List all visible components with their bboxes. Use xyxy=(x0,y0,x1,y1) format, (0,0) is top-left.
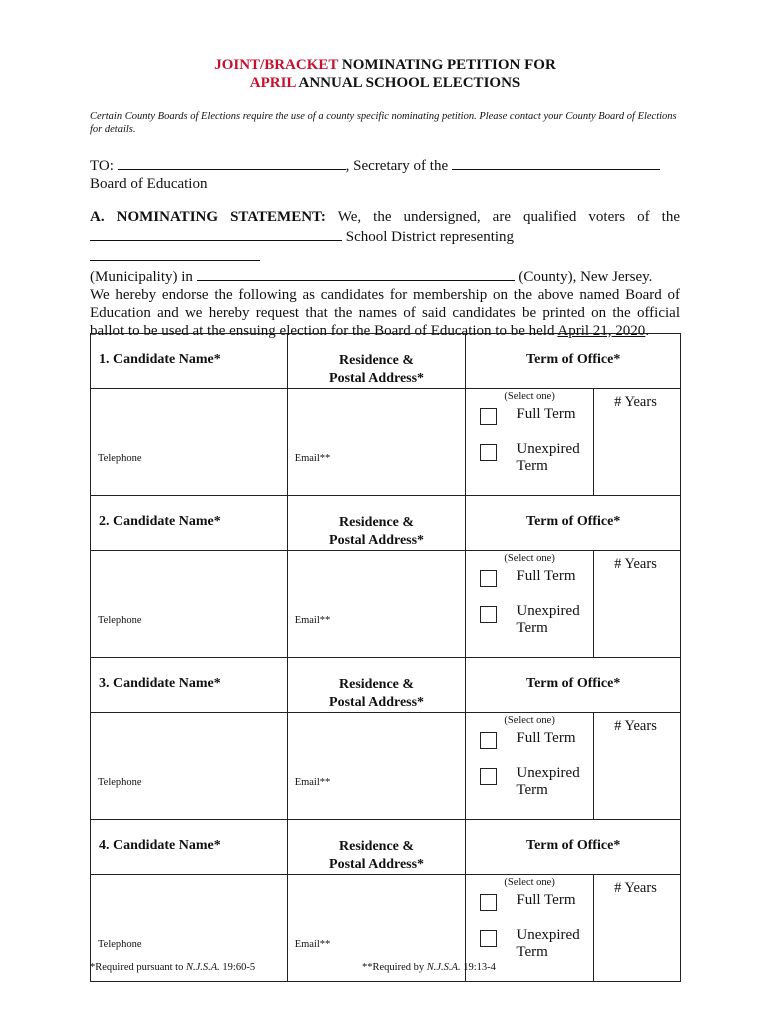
footer-left-prefix: *Required pursuant to xyxy=(90,962,186,973)
candidate-header-row xyxy=(91,334,681,389)
secretary-name-blank[interactable] xyxy=(118,155,346,170)
years-cell[interactable] xyxy=(594,389,681,496)
candidate-name-field[interactable] xyxy=(91,389,288,496)
period: . xyxy=(645,323,650,339)
unexpired-term-label xyxy=(516,603,579,637)
county-blank[interactable] xyxy=(197,266,515,281)
stmt-line-3 xyxy=(90,266,680,286)
full-term-label: Full Term xyxy=(516,406,576,422)
candidate-name-label: 2. Candidate Name* xyxy=(91,496,288,551)
unexpired-word: Unexpired xyxy=(516,603,580,619)
candidate-name-field[interactable] xyxy=(91,551,288,658)
term-header: Term of Office* xyxy=(466,334,681,389)
term-word: Term xyxy=(516,458,548,474)
select-one-label: (Select one) xyxy=(504,715,555,726)
title-line-2-rest: ANNUAL SCHOOL ELECTIONS xyxy=(295,75,521,91)
residence-header xyxy=(287,658,466,713)
board-name-blank[interactable] xyxy=(452,155,660,170)
unexpired-word: Unexpired xyxy=(516,441,580,457)
full-term-checkbox[interactable] xyxy=(480,408,497,425)
term-select-cell xyxy=(466,551,594,658)
telephone-label: Telephone xyxy=(98,777,142,788)
term-select-cell xyxy=(466,713,594,820)
term-header: Term of Office* xyxy=(466,496,681,551)
title-line-1-rest: NOMINATING PETITION FOR xyxy=(338,57,556,73)
title-line-2 xyxy=(0,74,770,92)
stmt-body xyxy=(90,286,680,340)
unexpired-term-checkbox[interactable] xyxy=(480,606,497,623)
to-label: TO: xyxy=(90,158,114,174)
footer-right-prefix: **Required by xyxy=(362,962,427,973)
address-field[interactable] xyxy=(287,389,466,496)
title-april: APRIL xyxy=(249,75,296,91)
stmt-heading: A. NOMINATING STATEMENT: xyxy=(90,209,326,225)
term-header: Term of Office* xyxy=(466,820,681,875)
years-label: # Years xyxy=(614,556,657,572)
postal-label: Postal Address* xyxy=(329,695,425,710)
footer-left-num: 19:60-5 xyxy=(219,962,256,973)
postal-label: Postal Address* xyxy=(329,371,425,386)
stmt-line-3b: (County), New Jersey. xyxy=(518,269,653,285)
petition-title xyxy=(0,56,770,92)
full-term-label: Full Term xyxy=(516,892,576,908)
secretary-label: , Secretary of the xyxy=(345,158,449,174)
candidate-header-row xyxy=(91,496,681,551)
term-word: Term xyxy=(516,944,548,960)
stmt-line-2-text: School District representing xyxy=(345,229,515,245)
years-label: # Years xyxy=(614,880,657,896)
board-of-education-label: Board of Education xyxy=(90,176,208,192)
title-line-1 xyxy=(0,56,770,74)
footer-right-num: 19:13-4 xyxy=(460,962,496,973)
years-label: # Years xyxy=(614,718,657,734)
select-one-label: (Select one) xyxy=(504,391,555,402)
full-term-checkbox[interactable] xyxy=(480,894,497,911)
email-label: Email** xyxy=(294,939,331,950)
select-one-label: (Select one) xyxy=(504,553,555,564)
residence-header xyxy=(287,496,466,551)
unexpired-word: Unexpired xyxy=(516,927,580,943)
years-cell[interactable] xyxy=(594,551,681,658)
telephone-label: Telephone xyxy=(98,453,142,464)
unexpired-term-checkbox[interactable] xyxy=(480,444,497,461)
stmt-line-3a: (Municipality) in xyxy=(90,269,193,285)
full-term-checkbox[interactable] xyxy=(480,570,497,587)
years-cell[interactable] xyxy=(594,875,681,982)
select-one-label: (Select one) xyxy=(504,877,555,888)
telephone-label: Telephone xyxy=(98,939,142,950)
stmt-line-1-text: We, the undersigned, are qualified voters of the xyxy=(337,209,680,225)
full-term-checkbox[interactable] xyxy=(480,732,497,749)
candidate-name-label: 1. Candidate Name* xyxy=(91,334,288,389)
stmt-body-text: We hereby endorse the following as candidates for membership on the above named Board of Education and we hereby request that the names of said candidates be printed on the official ballot to be used at the ensuing election for the Board of Education to be held xyxy=(90,287,680,339)
address-field[interactable] xyxy=(287,551,466,658)
full-term-label: Full Term xyxy=(516,730,576,746)
candidate-name-field[interactable] xyxy=(91,713,288,820)
telephone-label: Telephone xyxy=(98,615,142,626)
candidate-header-row xyxy=(91,820,681,875)
footer-right xyxy=(362,962,496,973)
term-header: Term of Office* xyxy=(466,658,681,713)
email-label: Email** xyxy=(294,777,331,788)
school-district-blank[interactable] xyxy=(90,226,342,241)
footer-right-cite: N.J.S.A. xyxy=(426,962,461,973)
residence-header xyxy=(287,334,466,389)
years-label: # Years xyxy=(614,394,657,410)
email-label: Email** xyxy=(294,615,331,626)
candidate-name-label: 4. Candidate Name* xyxy=(91,820,288,875)
footer-left-cite: N.J.S.A. xyxy=(185,962,220,973)
unexpired-term-label xyxy=(516,441,579,475)
candidate-name-label: 3. Candidate Name* xyxy=(91,658,288,713)
candidates-table xyxy=(90,333,681,982)
election-date: April 21, 2020 xyxy=(557,323,646,339)
unexpired-term-label xyxy=(516,765,579,799)
address-field[interactable] xyxy=(287,713,466,820)
intro-note: Certain County Boards of Elections require the use of a county specific nominating petition. Please contact your County Board of Elections for details. xyxy=(90,111,677,135)
full-term-label: Full Term xyxy=(516,568,576,584)
to-line xyxy=(90,155,660,175)
unexpired-term-checkbox[interactable] xyxy=(480,768,497,785)
term-word: Term xyxy=(516,620,548,636)
footer-left xyxy=(90,962,255,973)
unexpired-term-label xyxy=(516,927,579,961)
title-joint-bracket: JOINT/BRACKET xyxy=(214,57,339,73)
term-word: Term xyxy=(516,782,548,798)
postal-label: Postal Address* xyxy=(329,857,425,872)
residence-header xyxy=(287,820,466,875)
unexpired-term-checkbox[interactable] xyxy=(480,930,497,947)
stmt-line-1 xyxy=(90,208,680,226)
residence-label: Residence & xyxy=(339,839,415,854)
stmt-line-2 xyxy=(90,226,680,266)
candidate-header-row xyxy=(91,658,681,713)
nominating-statement xyxy=(90,208,680,340)
municipality-blank[interactable] xyxy=(90,246,260,261)
unexpired-word: Unexpired xyxy=(516,765,580,781)
residence-label: Residence & xyxy=(339,677,415,692)
residence-label: Residence & xyxy=(339,353,415,368)
postal-label: Postal Address* xyxy=(329,533,425,548)
term-select-cell xyxy=(466,389,594,496)
years-cell[interactable] xyxy=(594,713,681,820)
email-label: Email** xyxy=(294,453,331,464)
residence-label: Residence & xyxy=(339,515,415,530)
